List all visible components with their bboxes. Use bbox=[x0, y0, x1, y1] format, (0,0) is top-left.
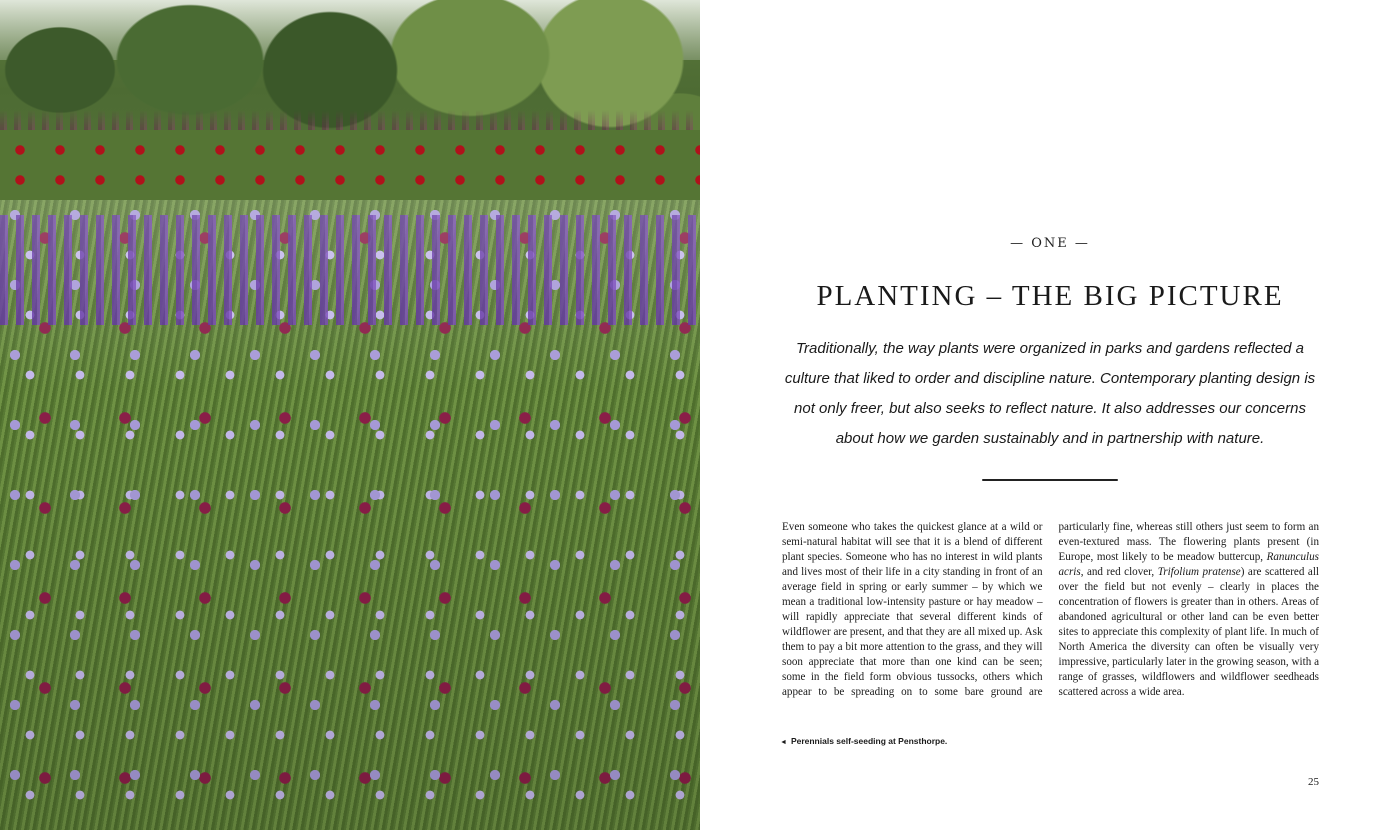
species-trifolium: Trifolium pratense bbox=[1157, 566, 1241, 578]
body-text-part-3: ) are scattered all over the field but not evenly – clearly in places the concentration of flowers is greater than in others. Areas of abandoned agricultural or other land can be even better sites to appreciate this complexity of plant life. In much of North America the diversity can often be visually very impressive, particularly later in the growing season, with a range of grasses, wildflowers and wildflower seedheads scattered across a wide area. bbox=[1058, 566, 1319, 698]
body-paragraph bbox=[782, 520, 1319, 700]
chapter-intro: Traditionally, the way plants were organized in parks and gardens reflected a culture that liked to order and discipline nature. Contemporary planting design is not only freer, but also seeks to reflect nature. It also addresses our concerns about how we garden sustainably and in partnership with nature. bbox=[784, 340, 1316, 447]
body-text-part-2: , and red clover, bbox=[1080, 566, 1158, 578]
body-text bbox=[782, 520, 1319, 700]
caption-text: Perennials self-seeding at Pensthorpe. bbox=[790, 736, 948, 746]
page-number: 25 bbox=[1308, 776, 1319, 788]
chapter-number: — ONE — bbox=[1010, 236, 1090, 251]
body-text-part-1: Even someone who takes the quickest glance at a wild or semi-natural habitat will see that it is a blend of different plant species. Someone who has no interest in wild plants and lives most of their life in a city standing in front of an average field in spring or early summer – by which we mean a traditional low-intensity pasture or hay meadow – will rapidly appreciate that several different kinds of wildflower are present, and that they are all mixed up. Ask them to pay a bit more attention to the grass, and they will soon appreciate that more than one kind can be seen; some in the field form obvious tussocks, others which appear to be spreading on to some bare ground are particularly fine, whereas still others just seem to form an even-textured mass. The flowering plants present (in Europe, most likely to be meadow buttercup, bbox=[782, 521, 1319, 698]
text-page bbox=[700, 0, 1400, 830]
photo-shading bbox=[0, 200, 700, 830]
decorative-rule bbox=[982, 479, 1118, 481]
species-ranunculus: Ranunculus acris bbox=[1058, 551, 1319, 578]
chapter-title: PLANTING – THE BIG PICTURE bbox=[816, 280, 1284, 312]
photo-caption bbox=[780, 736, 947, 746]
caption-arrow-icon: ◄ bbox=[780, 739, 787, 746]
